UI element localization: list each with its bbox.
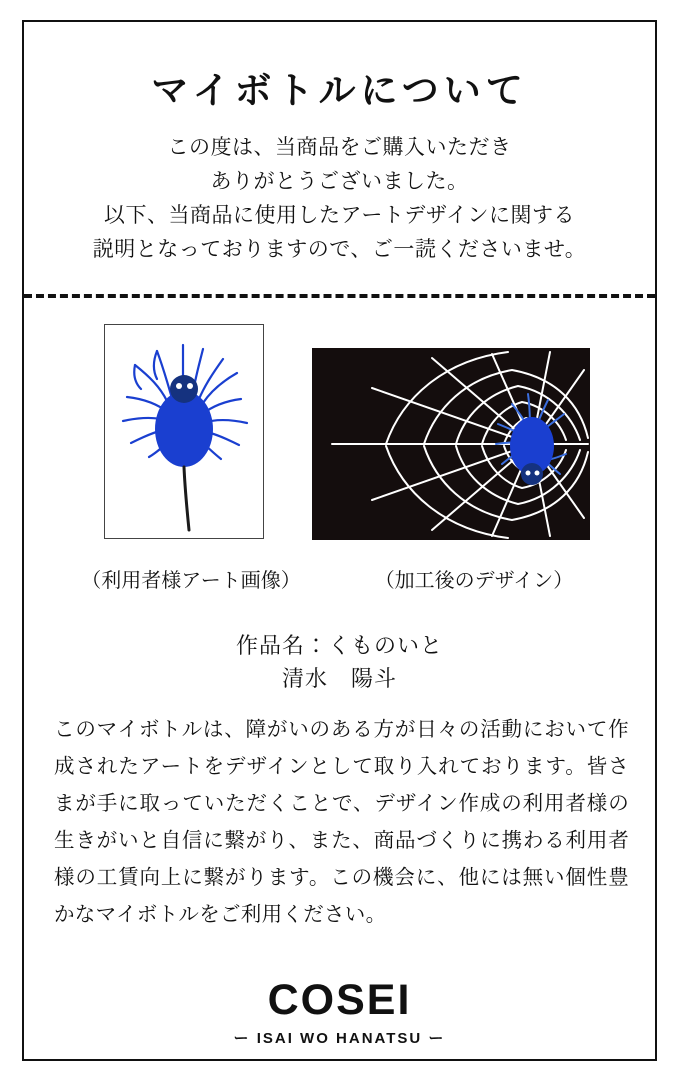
body-description: このマイボトルは、障がいのある方が日々の活動において作成されたアートをデザインとして取り入れております。皆さまが手に取っていただくことで、デザイン作成の利用者様の生きがいと自信に繋がり、また、商品づくりに携わる利用者様の工賃向上に繋がります。この機会に、他には無い個性豊かなマイボトルをご利用ください。	[54, 719, 629, 926]
spider-drawing-icon	[105, 325, 263, 538]
page-title: マイボトルについて	[151, 71, 528, 112]
caption-processed-design: （加工後のデザイン）	[374, 570, 574, 592]
web-spider-head	[521, 463, 543, 485]
dashed-divider	[24, 294, 655, 298]
intro-line-3: 以下、当商品に使用したアートデザインに関する	[104, 203, 575, 227]
brand-logo	[24, 977, 655, 1048]
spider-head	[170, 375, 198, 403]
document-frame	[22, 20, 657, 1061]
spider-web-design-icon	[312, 348, 590, 540]
artwork-row	[24, 322, 655, 552]
intro-line-1: この度は、当商品をご購入いただき	[167, 135, 512, 159]
processed-design-image	[312, 348, 590, 540]
logo-tagline: ー ISAI WO HANATSU ー	[233, 1030, 446, 1047]
artist-name: 清水 陽斗	[281, 666, 397, 691]
image-captions	[24, 564, 655, 594]
artwork-title: 作品名：くものいと	[235, 633, 443, 658]
spider-thread	[184, 467, 189, 530]
caption-user-artwork: （利用者様アート画像）	[81, 570, 301, 592]
logo-wordmark: COSEI	[267, 976, 412, 1024]
user-artwork-image	[104, 324, 264, 539]
intro-paragraph	[24, 130, 655, 266]
intro-line-4: 説明となっておりますので、ご一読くださいませ。	[92, 237, 587, 261]
intro-line-2: ありがとうございました。	[210, 169, 469, 193]
